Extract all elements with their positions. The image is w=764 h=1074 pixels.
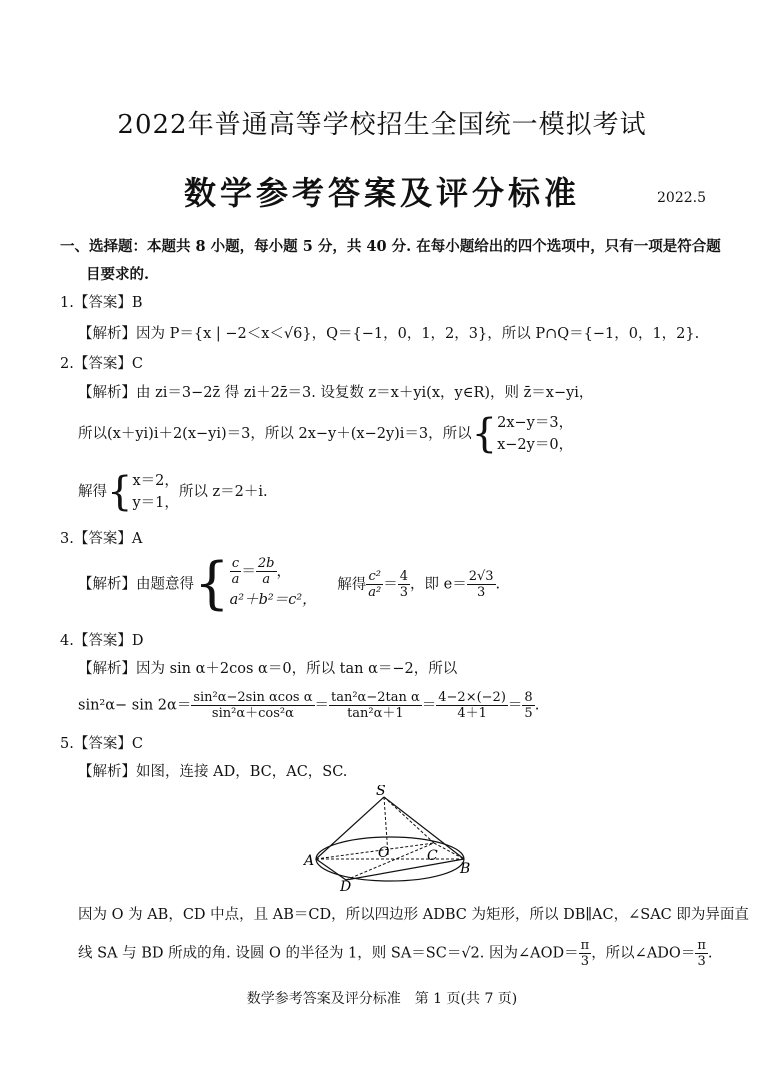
label-A: A bbox=[304, 853, 315, 869]
line-DB bbox=[346, 859, 464, 880]
q4-frac-1: $\frac{\text{sin²α−2sin αcos α}}{\text{sin²α＋cos²α}}$ bbox=[193, 690, 313, 721]
q3-eq1: $\frac{c}{a}$ ＝ $\frac{2b}{a}$ ， bbox=[231, 556, 291, 587]
q2-analysis-text: 所以(x＋yi)i＋2(x−yi)＝3，所以 2x−y＋(x−2y)i＝3，所以 bbox=[78, 426, 472, 442]
q4-frac-2: $\frac{\text{tan²α−2tan α}}{\text{tan²α＋1}}$ bbox=[331, 690, 420, 721]
q2-sys1-eq2: x−2y＝0， bbox=[497, 437, 574, 453]
q5-end: . bbox=[707, 945, 713, 962]
q3-solve: 解得 bbox=[337, 576, 367, 593]
q4-frac-3: $\frac{4-2\times(-2)}{4+1}$ bbox=[438, 690, 506, 721]
section-heading-line2: 目要求的. bbox=[86, 266, 150, 283]
line-AC bbox=[316, 843, 434, 859]
line-DC bbox=[346, 843, 434, 880]
q2-solution-line bbox=[78, 470, 268, 514]
cone-figure bbox=[300, 785, 480, 895]
q3-frac-e: $\frac{2√3}{3}$ bbox=[468, 569, 494, 600]
q3-answer: 3.【答案】A bbox=[60, 531, 143, 547]
q3-frac-c2a2: $\frac{\text{c²}}{\text{a²}}$ bbox=[368, 569, 382, 600]
q3-end: . bbox=[495, 576, 501, 593]
q4-analysis-line1: 【解析】因为 sin α＋2cos α＝0，所以 tan α＝−2，所以 bbox=[78, 661, 458, 677]
q2-brace-1: { bbox=[471, 411, 498, 457]
page-footer: 数学参考答案及评分标准 第 1 页(共 7 页) bbox=[246, 991, 518, 1007]
q3-mid: ，即 e＝ bbox=[410, 576, 467, 593]
label-O: O bbox=[378, 845, 390, 861]
q2-system-1 bbox=[497, 412, 573, 456]
label-B: B bbox=[460, 861, 471, 877]
q5-analysis-line3 bbox=[78, 938, 712, 969]
q1-answer: 1.【答案】B bbox=[60, 295, 143, 311]
q3-system bbox=[230, 556, 317, 613]
q4-frac-4: $\frac{8}{5}$ bbox=[524, 690, 533, 721]
q5-text-b: ，所以∠ADO＝ bbox=[591, 945, 696, 962]
q1-analysis: 【解析】因为 P＝{x | −2＜x＜√6}，Q＝{−1，0，1，2，3}，所以 P∩Q＝{−1，0，1，2}. bbox=[78, 326, 700, 342]
q5-frac-pi3-2: $\frac{\pi}{3}$ bbox=[697, 938, 706, 969]
q3-analysis bbox=[78, 551, 501, 617]
q2-sys1-eq1: 2x−y＝3， bbox=[497, 415, 574, 431]
q4-end: . bbox=[534, 697, 540, 714]
q5-analysis-line1: 【解析】如图，连接 AD，BC，AC，SC. bbox=[78, 764, 348, 780]
q2-solve-label: 解得 bbox=[78, 484, 107, 500]
line-SC bbox=[384, 797, 434, 843]
q2-sys2-eq1: x＝2， bbox=[132, 473, 179, 489]
q4-equation bbox=[78, 690, 539, 721]
q2-result: 所以 z＝2＋i. bbox=[178, 484, 268, 500]
q4-lhs: sin²α− sin 2α＝ bbox=[78, 697, 192, 714]
q2-sys2-eq2: y＝1， bbox=[132, 495, 179, 511]
q2-brace-2: { bbox=[107, 469, 133, 515]
q2-analysis-line2 bbox=[78, 412, 573, 456]
doc-subtitle: 数学参考答案及评分标准 bbox=[183, 174, 580, 212]
q3-frac-4-3: $\frac{4}{3}$ bbox=[399, 569, 408, 600]
q4-eq-3: ＝ bbox=[507, 697, 523, 714]
q5-answer: 5.【答案】C bbox=[60, 736, 143, 752]
exam-title: 2022年普通高等学校招生全国统一模拟考试 bbox=[117, 110, 647, 140]
q2-answer: 2.【答案】C bbox=[60, 356, 143, 372]
line-SA bbox=[316, 797, 384, 859]
q3-eq2: a²＋b²＝c²， bbox=[229, 592, 317, 608]
doc-date: 2022.5 bbox=[657, 190, 706, 206]
q5-text-a: 线 SA 与 BD 所成的角. 设圆 O 的半径为 1，则 SA＝SC＝√2. 因为∠AOD＝ bbox=[78, 945, 579, 962]
q4-eq-1: ＝ bbox=[314, 697, 329, 714]
q3-eq-sign: ＝ bbox=[383, 576, 398, 593]
q4-answer: 4.【答案】D bbox=[60, 633, 144, 649]
q2-analysis-line1: 【解析】由 zi＝3−2z̄ 得 zi＋2z̄＝3. 设复数 z＝x＋yi(x，y∈R)，则 z̄＝x−yi， bbox=[78, 385, 594, 401]
line-AD bbox=[316, 859, 346, 880]
label-S: S bbox=[376, 785, 386, 799]
q5-analysis-line2: 因为 O 为 AB，CD 中点，且 AB＝CD，所以四边形 ADBC 为矩形，所以 DB∥AC，∠SAC 即为异面直 bbox=[78, 907, 749, 923]
label-D: D bbox=[340, 879, 352, 895]
label-C: C bbox=[427, 848, 438, 864]
q2-system-2 bbox=[132, 470, 178, 514]
q4-eq-2: ＝ bbox=[421, 697, 437, 714]
section-heading-line1: 一、选择题：本题共 8 小题，每小题 5 分，共 40 分. 在每小题给出的四个选项中，只有一项是符合题 bbox=[60, 238, 721, 255]
line-SB bbox=[384, 797, 464, 859]
q3-brace: { bbox=[194, 551, 230, 617]
q5-frac-pi3-1: $\frac{\pi}{3}$ bbox=[580, 938, 590, 969]
q3-lead: 【解析】由题意得 bbox=[78, 576, 194, 593]
